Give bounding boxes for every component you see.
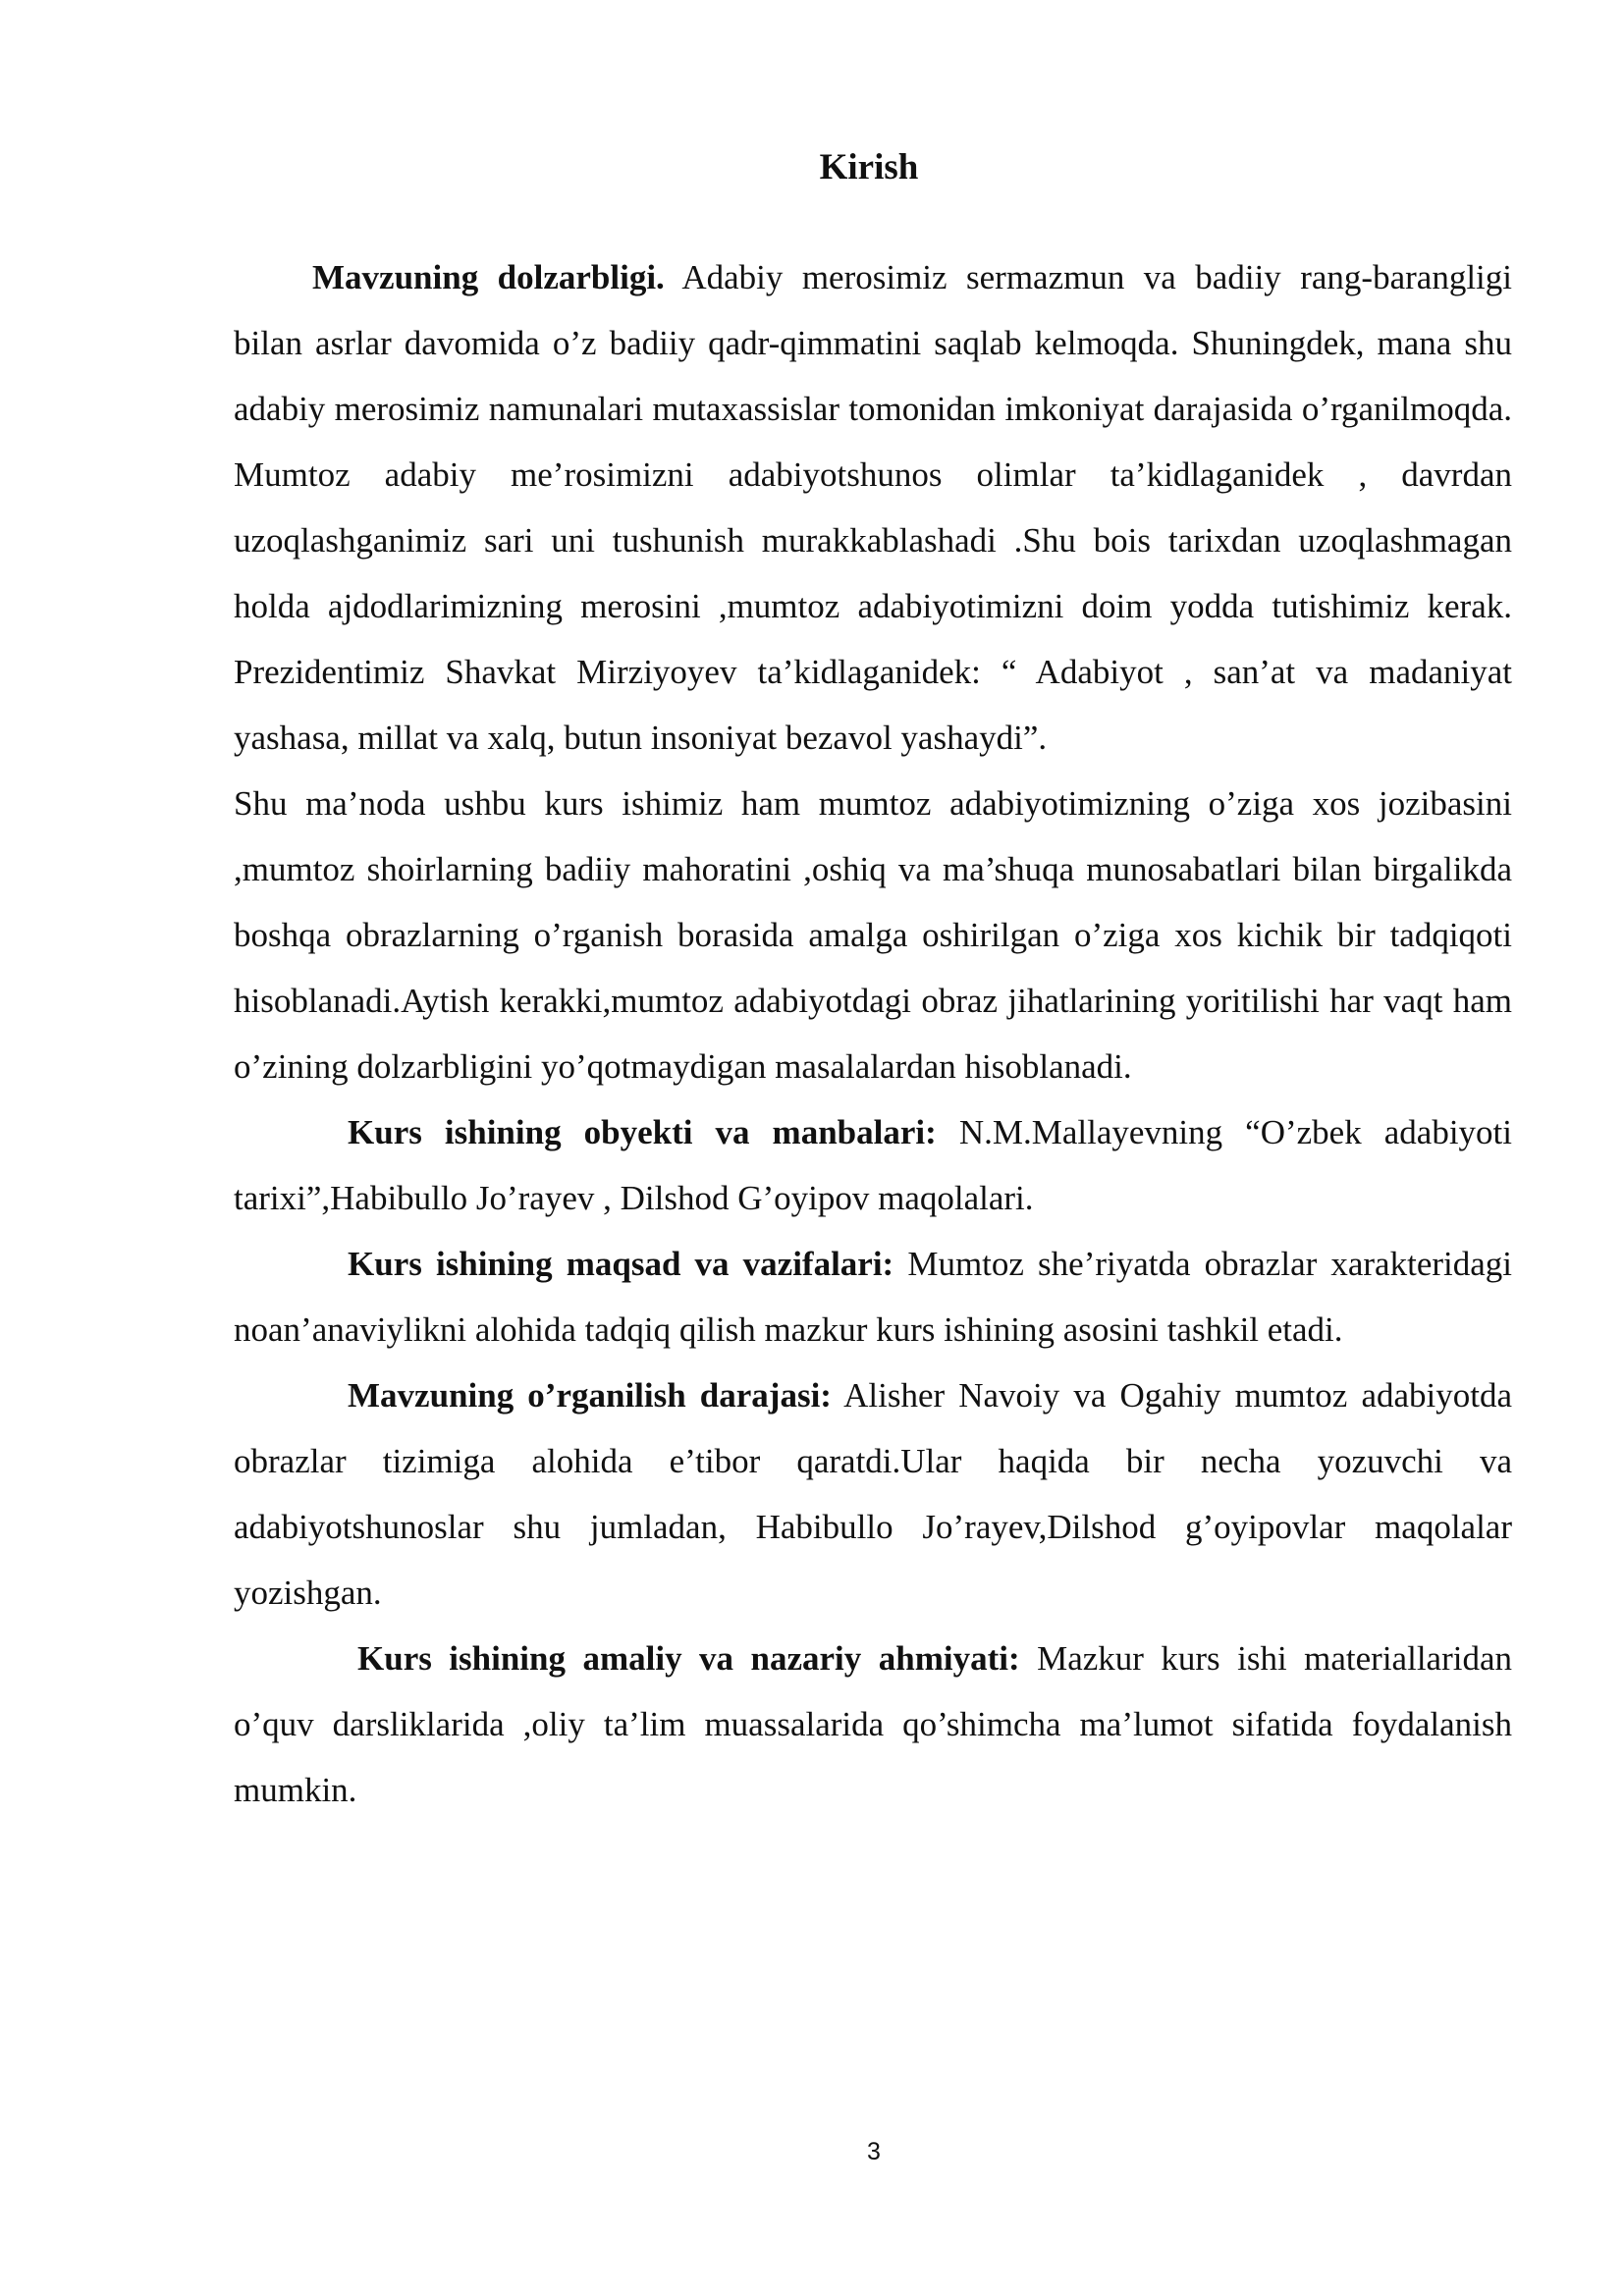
paragraph-label: Kurs ishining amaliy va nazariy ahmiyati: [357,1639,1020,1678]
paragraph-text: Mazkur kurs ishi materiallaridan o’quv darsliklarida ,oliy ta’lim muassalarida qo’shimcha ma’lumot sifatida foydalanish mumkin. [234,1639,1512,1809]
paragraph-text: N.M.Mallayevning “O’zbek adabiyoti tarixi”,Habibullo Jo’rayev , Dilshod G’oyipov maqolalari. [234,1113,1512,1217]
paragraph-label: Kurs ishining obyekti va manbalari: [348,1113,937,1151]
paragraph-label: Mavzuning o’rganilish darajasi: [348,1376,832,1415]
page-title: Kirish [819,147,919,187]
paragraph-aims-tasks [234,1231,1512,1362]
paragraph-text: Adabiy merosimiz sermazmun va badiiy rang-barangligi bilan asrlar davomida o’z badiiy qadr-qimmatini saqlab kelmoqda. Shuningdek, mana shu adabiy merosimiz namunalari mutaxassislar tomonidan imkoniyat darajasida o’rganilmoqda. Mumtoz adabiy me’rosimizni adabiyotshunos olimlar ta’kidlaganidek , davrdan uzoqlashganimiz sari uni tushunish murakkablashadi .Shu bois tarixdan uzoqlashmagan holda ajdodlarimizning merosini ,mumtoz adabiyotimizni doim yodda tutishimiz kerak. Prezidentimiz Shavkat Mirziyoyev ta’kidlaganidek: “ Adabiyot , san’at va madaniyat yashasa, millat va xalq, butun insoniyat bezavol yashaydi”. [234,258,1512,757]
paragraph-label: Mavzuning dolzarbligi. [312,258,665,296]
paragraph-text: Mumtoz she’riyatda obrazlar xarakteridagi noan’anaviylikni alohida tadqiq qilish mazkur kurs ishining asosini tashkil etadi. [234,1245,1512,1349]
paragraph-relevance [234,244,1512,771]
paragraph-text: Shu ma’noda ushbu kurs ishimiz ham mumtoz adabiyotimizning o’ziga xos jozibasini ,mumtoz shoirlarning badiiy mahoratini ,oshiq va ma’shuqa munosabatlari bilan birgalikda boshqa obrazlarning o’rganish borasida amalga oshirilgan o’ziga xos kichik bir tadqiqoti hisoblanadi.Aytish kerakki,mumtoz adabiyotdagi obraz jihatlarining yoritilishi har vaqt ham o’zining dolzarbligini yo’qotmaydigan masalalardan hisoblanadi. [234,784,1512,1086]
paragraph-course-work [234,771,1512,1099]
paragraph-study-level [234,1362,1512,1626]
paragraph-label: Kurs ishining maqsad va vazifalari: [348,1245,894,1283]
paragraph-significance [234,1626,1512,1823]
paragraph-object-sources [234,1099,1512,1231]
page-number: 3 [867,2138,881,2165]
document-body [234,244,1512,1823]
paragraph-text: Alisher Navoiy va Ogahiy mumtoz adabiyotda obrazlar tizimiga alohida e’tibor qaratdi.Ular haqida bir necha yozuvchi va adabiyotshunoslar shu jumladan, Habibullo Jo’rayev,Dilshod g’oyipovlar maqolalar yozishgan. [234,1376,1512,1612]
